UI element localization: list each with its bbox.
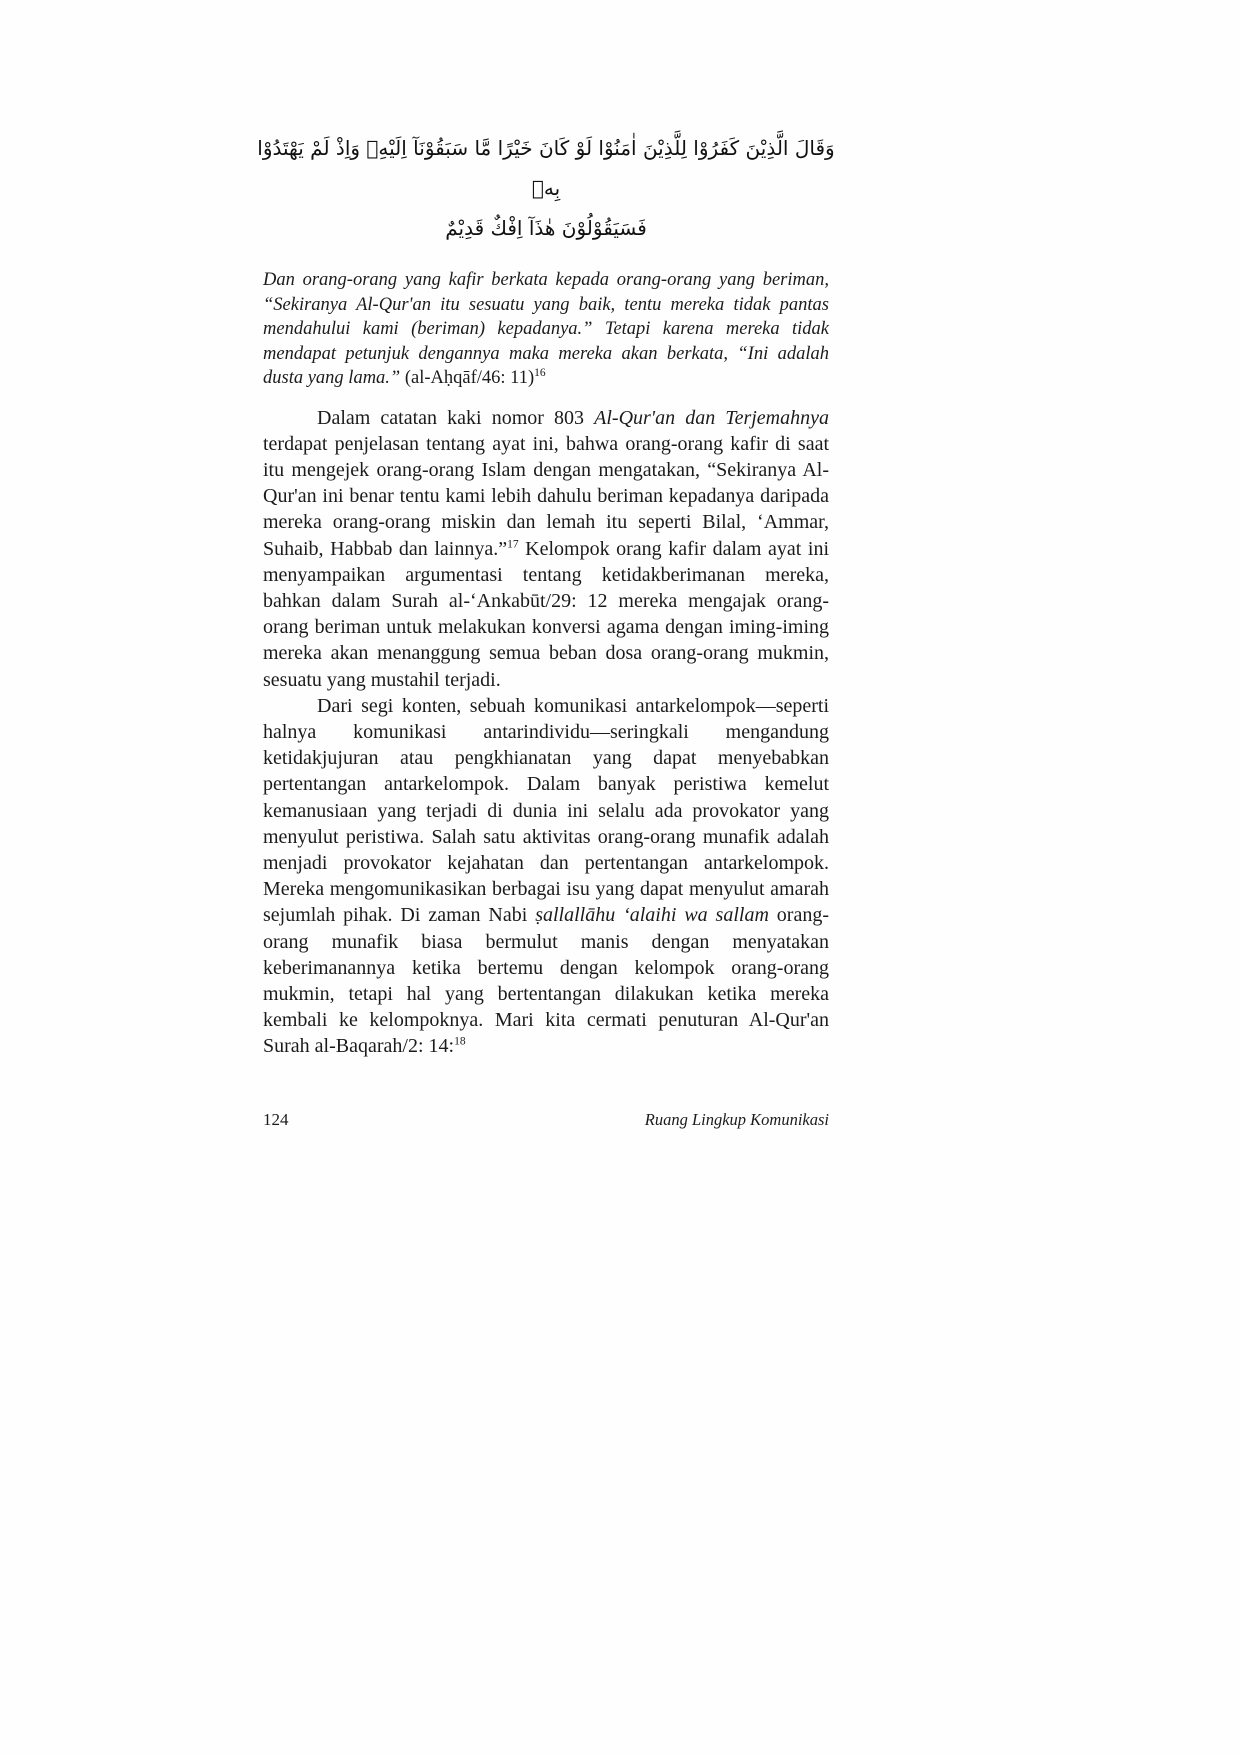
- verse-translation: [263, 268, 829, 391]
- verse-translation-text: Dan orang-orang yang kafir berkata kepada orang-orang yang beriman, “Sekiranya Al-Qur'an itu sesuatu yang baik, tentu mereka tidak pantas mendahului kami (beriman) kepadanya.” Tetapi karena mereka tidak mendapat petunjuk dengannya maka mereka akan berkata, “Ini adalah dusta yang lama.”: [263, 270, 829, 388]
- page-content: [257, 128, 835, 1060]
- paragraph-1-text-b: terdapat penjelasan tentang ayat ini, bahwa orang-orang kafir di saat itu mengejek orang-orang Islam dengan mengatakan, “Sekiranya Al-Qur'an ini benar tentu kami lebih dahulu beriman kepadanya daripada mereka orang-orang miskin dan lemah itu seperti Bilal, ‘Ammar, Suhaib, Habbab dan lainnya.”: [263, 432, 829, 560]
- running-title: Ruang Lingkup Komunikasi: [644, 1110, 829, 1129]
- footnote-marker-18: 18: [454, 1035, 466, 1048]
- quran-verse-line-1: وَقَالَ الَّذِيْنَ كَفَرُوْا لِلَّذِيْنَ اٰمَنُوْا لَوْ كَانَ خَيْرًا مَّا سَبَقُوْنَآ اِلَيْهِۗ وَاِذْ لَمْ يَهْتَدُوْا بِهٖ: [257, 136, 835, 200]
- paragraph-2: [263, 693, 829, 1060]
- paragraph-2-text-a: Dari segi konten, sebuah komunikasi antarkelompok—seperti halnya komunikasi antarindividu—seringkali mengandung ketidakjujuran atau pengkhianatan yang dapat menyebabkan pertentangan antarkelompok. Dalam banyak peristiwa kemelut kemanusiaan yang terjadi di dunia ini selalu ada provokator yang menyulut peristiwa. Salah satu aktivitas orang-orang munafik adalah menjadi provokator kejahatan dan pertentangan antarkelompok. Mereka mengomunikasikan berbagai isu yang dapat menyulut amarah sejumlah pihak. Di zaman Nabi: [263, 694, 829, 927]
- footnote-marker-17: 17: [507, 537, 519, 550]
- verse-reference: (al-Aḥqāf/46: 11): [404, 368, 535, 388]
- footnote-marker-16: 16: [534, 366, 546, 379]
- page-footer: [263, 1110, 829, 1130]
- paragraph-1-text-a: Dalam catatan kaki nomor 803: [317, 406, 595, 429]
- quran-verse-arabic: [243, 128, 849, 248]
- paragraph-2-arabic-phrase: ṣallallāhu ‘alaihi wa sallam: [535, 904, 769, 927]
- paragraph-2-text-b: orang-orang munafik biasa bermulut manis dengan menyatakan keberimanannya ketika bertemu dengan kelompok orang-orang mukmin, tetapi hal yang bertentangan dilakukan ketika mereka kembali ke kelompoknya. Mari kita cermati penuturan Al-Qur'an Surah al-Baqarah/2: 14:: [263, 904, 829, 1058]
- paragraph-1: [263, 405, 829, 693]
- paragraph-1-book-title: Al-Qur'an dan Terjemahnya: [594, 406, 829, 429]
- paragraph-1-text-c: Kelompok orang kafir dalam ayat ini menyampaikan argumentasi tentang ketidakberimanan mereka, bahkan dalam Surah al-‘Ankabūt/29: 12 mereka mengajak orang-orang beriman untuk melakukan konversi agama dengan iming-iming mereka akan menanggung semua beban dosa orang-orang mukmin, sesuatu yang mustahil terjadi.: [263, 537, 829, 691]
- page-number: 124: [263, 1110, 289, 1129]
- quran-verse-line-2: فَسَيَقُوْلُوْنَ هٰذَآ اِفْكٌ قَدِيْمٌ: [445, 216, 647, 240]
